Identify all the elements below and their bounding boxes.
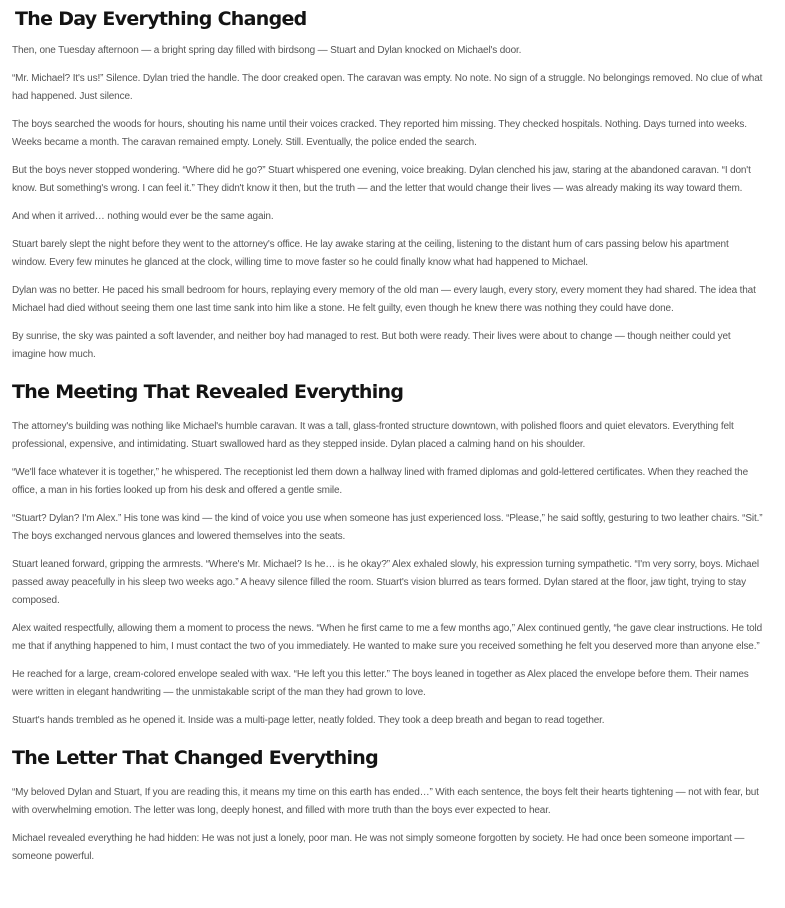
paragraph: Alex waited respectfully, allowing them a moment to process the news. “When he first came to me a few months ago,” Alex continued gently, “he gave clear instructions. He told me that if anything happened to him, I must contact the two of you immediately. He wanted to make sure you received something he felt you deserved more than anyone else.”: [12, 623, 763, 652]
paragraph: Dylan was no better. He paced his small bedroom for hours, replaying every memory of the old man — every laugh, every story, every moment they had shared. The idea that Michael had died without seeing them one last time sank into him like a stone. He felt guilty, even though he knew there was nothing they could have done.: [12, 285, 756, 314]
paragraph: The attorney's building was nothing like Michael's humble caravan. It was a tall, glass-fronted structure downtown, with polished floors and quiet elevators. Everything felt professional, expensive, and intimidating. Stuart swallowed hard as they stepped inside. Dylan placed a calming hand on his shoulder.: [12, 421, 734, 450]
section-day-everything-changed: [12, 0, 764, 364]
section-heading: The Meeting That Revealed Everything: [12, 381, 404, 403]
paragraph: Michael revealed everything he had hidden: He was not just a lonely, poor man. He was not simply someone forgotten by society. He had once been someone important — someone powerful.: [12, 833, 745, 862]
paragraph: “Mr. Michael? It's us!” Silence. Dylan tried the handle. The door creaked open. The caravan was empty. No note. No sign of a struggle. No belongings removed. No clue of what had happened. Just silence.: [12, 73, 763, 102]
section-letter-changed-everything: [12, 746, 764, 866]
article: [12, 0, 764, 876]
paragraph: And when it arrived… nothing would ever be the same again.: [12, 211, 274, 222]
section-heading: The Day Everything Changed: [15, 8, 307, 30]
paragraph: “Stuart? Dylan? I'm Alex.” His tone was kind — the kind of voice you use when someone has just experienced loss. “Please,” he said softly, gesturing to two leather chairs. “Sit.” The boys exchanged nervous glances and lowered themselves into the seats.: [12, 513, 763, 542]
paragraph: By sunrise, the sky was painted a soft lavender, and neither boy had managed to rest. But both were ready. Their lives were about to change — though neither could yet imagine how much.: [12, 331, 731, 360]
section-heading: The Letter That Changed Everything: [12, 747, 378, 769]
paragraph: Stuart's hands trembled as he opened it. Inside was a multi-page letter, neatly folded. They took a deep breath and began to read together.: [12, 715, 605, 726]
paragraph: But the boys never stopped wondering. “Where did he go?” Stuart whispered one evening, voice breaking. Dylan clenched his jaw, staring at the abandoned caravan. “I don't know. But something's wrong. I can feel it.” They didn't know it then, but the truth — and the letter that would change their lives — was already making its way toward them.: [12, 165, 751, 194]
paragraph: “We'll face whatever it is together,” he whispered. The receptionist led them down a hallway lined with framed diplomas and gold-lettered certificates. When they reached the office, a man in his forties looked up from his desk and offered a gentle smile.: [12, 467, 748, 496]
paragraph: The boys searched the woods for hours, shouting his name until their voices cracked. They reported him missing. They checked hospitals. Nothing. Days turned into weeks. Weeks became a month. The caravan remained empty. Lonely. Still. Eventually, the police ended the search.: [12, 119, 747, 148]
paragraph: Stuart leaned forward, gripping the armrests. “Where's Mr. Michael? Is he… is he okay?” Alex exhaled slowly, his expression turning sympathetic. “I'm very sorry, boys. Michael passed away peacefully in his sleep two weeks ago.” A heavy silence filled the room. Stuart's vision blurred as tears formed. Dylan stared at the floor, jaw tight, trying to stay composed.: [12, 559, 759, 606]
paragraph: Stuart barely slept the night before they went to the attorney's office. He lay awake staring at the ceiling, listening to the distant hum of cars passing below his apartment window. Every few minutes he glanced at the clock, willing time to move faster so he could finally know what had happened to Michael.: [12, 239, 729, 268]
paragraph: He reached for a large, cream-colored envelope sealed with wax. “He left you this letter.” The boys leaned in together as Alex placed the envelope before them. Their names were written in elegant handwriting — the unmistakable script of the man they had grown to love.: [12, 669, 749, 698]
paragraph: Then, one Tuesday afternoon — a bright spring day filled with birdsong — Stuart and Dylan knocked on Michael's door.: [12, 45, 522, 56]
section-meeting-revealed-everything: [12, 380, 764, 730]
paragraph: “My beloved Dylan and Stuart, If you are reading this, it means my time on this earth has ended…” With each sentence, the boys felt their hearts tightening — not with fear, but with overwhelming emotion. The letter was long, deeply honest, and filled with more truth than the boys ever expected to hear.: [12, 787, 759, 816]
